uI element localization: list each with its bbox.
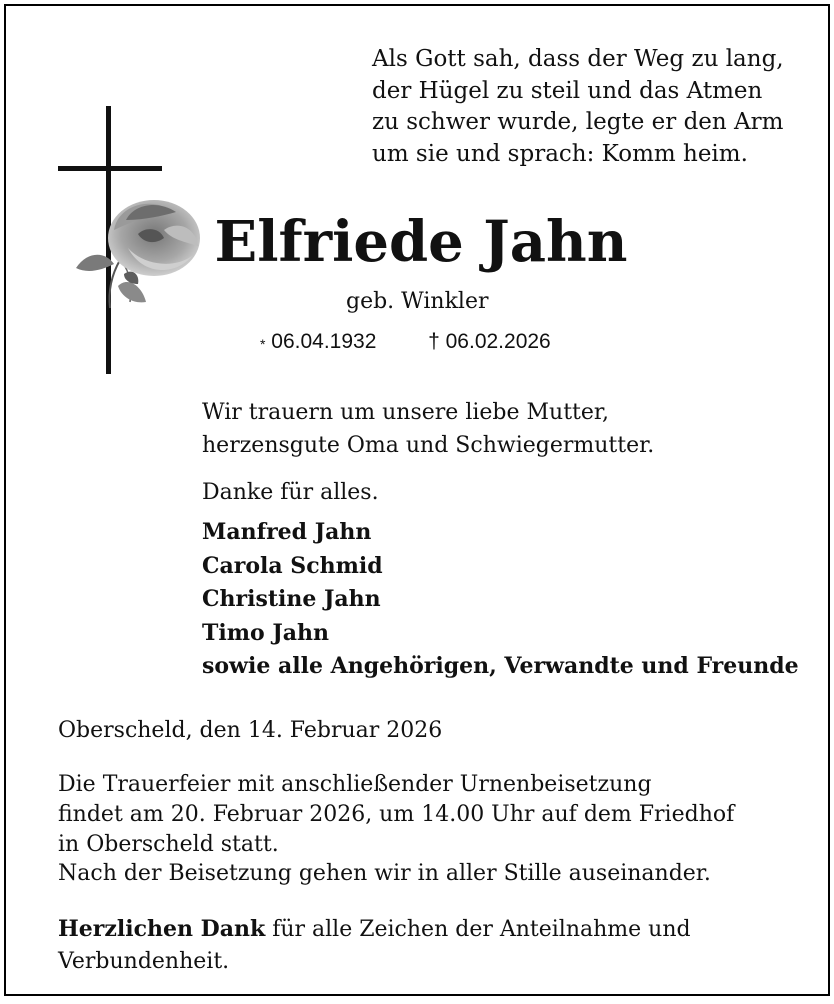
thanks-text: Danke für alles. [202,480,379,505]
life-dates [260,328,551,356]
service-line: findet am 20. Februar 2026, um 14.00 Uhr auf dem Friedhof [58,801,735,827]
death-symbol: † [428,330,440,353]
closing-bold: Herzlichen Dank [58,916,266,942]
place-date: Oberscheld, den 14. Februar 2026 [58,718,443,743]
service-line: in Oberscheld statt. [58,831,279,857]
service-info [58,770,734,889]
closing-thanks [58,914,691,977]
obituary-notice [4,4,830,996]
poem-line: Als Gott sah, dass der Weg zu lang, [372,46,784,72]
closing-rest: für alle Zeichen der Anteilnahme und [265,917,691,942]
family-member: Carola Schmid [202,552,383,579]
poem-line: der Hügel zu steil und das Atmen [372,77,763,104]
closing-line-2: Verbundenheit. [58,948,230,974]
poem-line: um sie und sprach: Komm heim. [372,140,748,167]
mourning-text [202,396,654,462]
family-member: sowie alle Angehörigen, Verwandte und Freunde [202,653,799,679]
death-date: 06.02.2026 [445,330,551,353]
family-list [202,516,799,684]
family-member: Manfred Jahn [202,519,372,545]
family-member: Timo Jahn [202,619,329,646]
service-line: Die Trauerfeier mit anschließender Urnenbeisetzung [58,772,652,797]
deceased-name: Elfriede Jahn [214,209,628,275]
poem [372,44,784,170]
poem-line: zu schwer wurde, legte er den Arm [372,109,784,135]
birth-symbol: * [260,336,266,352]
mourning-line: herzensgute Oma und Schwiegermutter. [202,433,655,458]
cross-icon-horizontal [58,166,162,171]
mourning-line: Wir trauern um unsere liebe Mutter, [202,400,609,425]
birth-date: 06.04.1932 [271,330,377,353]
maiden-name: geb. Winkler [346,289,489,314]
closing-line-1 [58,914,691,946]
service-line: Nach der Beisetzung gehen wir in aller Stille auseinander. [58,861,711,887]
family-member: Christine Jahn [202,586,381,612]
deceased-name-wrapper [6,210,832,274]
